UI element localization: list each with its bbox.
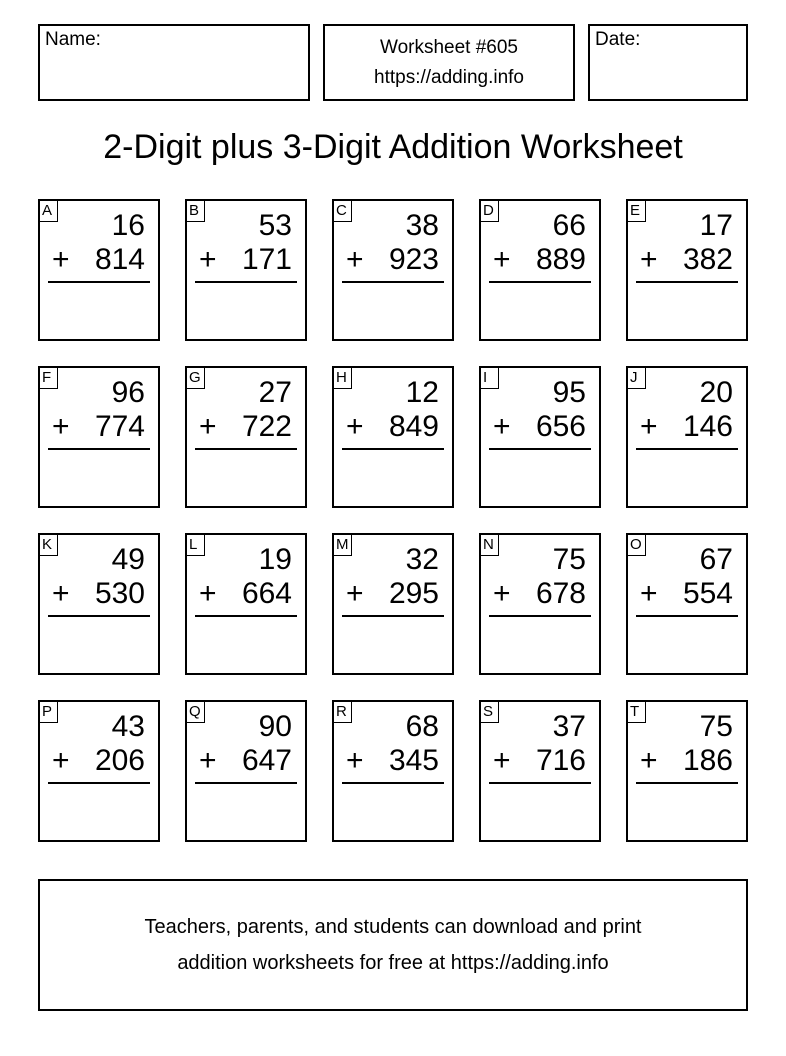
second-addend: 889 xyxy=(535,243,586,276)
plus-sign: + xyxy=(493,577,511,610)
second-addend: 345 xyxy=(388,744,439,777)
plus-sign: + xyxy=(346,744,364,777)
problem-card xyxy=(332,199,454,341)
first-addend: 32 xyxy=(405,543,439,576)
problem-letter: G xyxy=(185,366,205,389)
plus-sign: + xyxy=(52,410,70,443)
answer-line xyxy=(489,782,591,784)
second-addend: 849 xyxy=(388,410,439,443)
name-label: Name: xyxy=(45,29,101,50)
problem-card xyxy=(38,700,160,842)
first-addend: 68 xyxy=(405,710,439,743)
second-addend: 382 xyxy=(682,243,733,276)
problem-letter: A xyxy=(38,199,58,222)
problem-letter: N xyxy=(479,533,499,556)
plus-sign: + xyxy=(346,410,364,443)
first-addend: 38 xyxy=(405,209,439,242)
problem-card xyxy=(626,366,748,508)
page-title: 2-Digit plus 3-Digit Addition Worksheet xyxy=(103,128,683,166)
plus-sign: + xyxy=(640,744,658,777)
plus-sign: + xyxy=(199,577,217,610)
problem-letter: K xyxy=(38,533,58,556)
problem-letter: M xyxy=(332,533,352,556)
problem-letter: L xyxy=(185,533,205,556)
problem-card xyxy=(38,533,160,675)
answer-line xyxy=(636,782,738,784)
first-addend: 20 xyxy=(699,376,733,409)
problem-card xyxy=(332,533,454,675)
footer-line-2: addition worksheets for free at https://adding.info xyxy=(177,952,609,974)
problem-letter: P xyxy=(38,700,58,723)
first-addend: 19 xyxy=(258,543,292,576)
problem-letter: F xyxy=(38,366,58,389)
plus-sign: + xyxy=(199,243,217,276)
answer-line xyxy=(342,782,444,784)
first-addend: 66 xyxy=(552,209,586,242)
second-addend: 530 xyxy=(94,577,145,610)
problem-card xyxy=(479,533,601,675)
problem-letter: H xyxy=(332,366,352,389)
problem-card xyxy=(626,533,748,675)
name-field-box xyxy=(38,24,310,101)
plus-sign: + xyxy=(52,243,70,276)
second-addend: 656 xyxy=(535,410,586,443)
answer-line xyxy=(342,615,444,617)
second-addend: 716 xyxy=(535,744,586,777)
worksheet-info-box xyxy=(323,24,575,101)
problem-letter: E xyxy=(626,199,646,222)
first-addend: 43 xyxy=(111,710,145,743)
first-addend: 12 xyxy=(405,376,439,409)
problem-card xyxy=(185,366,307,508)
problem-card xyxy=(185,533,307,675)
second-addend: 186 xyxy=(682,744,733,777)
problem-card xyxy=(185,199,307,341)
problem-card xyxy=(479,199,601,341)
answer-line xyxy=(342,448,444,450)
problem-letter: J xyxy=(626,366,646,389)
plus-sign: + xyxy=(346,577,364,610)
problem-card xyxy=(626,700,748,842)
problem-card xyxy=(626,199,748,341)
second-addend: 295 xyxy=(388,577,439,610)
answer-line xyxy=(195,448,297,450)
plus-sign: + xyxy=(493,410,511,443)
first-addend: 17 xyxy=(699,209,733,242)
problem-letter: D xyxy=(479,199,499,222)
first-addend: 27 xyxy=(258,376,292,409)
problem-card xyxy=(479,366,601,508)
answer-line xyxy=(195,782,297,784)
answer-line xyxy=(48,448,150,450)
answer-line xyxy=(636,448,738,450)
second-addend: 554 xyxy=(682,577,733,610)
answer-line xyxy=(48,615,150,617)
first-addend: 95 xyxy=(552,376,586,409)
problem-card xyxy=(332,366,454,508)
answer-line xyxy=(636,615,738,617)
second-addend: 774 xyxy=(94,410,145,443)
plus-sign: + xyxy=(640,577,658,610)
problem-card xyxy=(479,700,601,842)
problem-letter: B xyxy=(185,199,205,222)
plus-sign: + xyxy=(52,577,70,610)
answer-line xyxy=(48,782,150,784)
plus-sign: + xyxy=(640,410,658,443)
problem-letter: S xyxy=(479,700,499,723)
second-addend: 722 xyxy=(241,410,292,443)
second-addend: 146 xyxy=(682,410,733,443)
first-addend: 75 xyxy=(699,710,733,743)
answer-line xyxy=(489,281,591,283)
answer-line xyxy=(489,448,591,450)
problem-letter: R xyxy=(332,700,352,723)
plus-sign: + xyxy=(493,744,511,777)
problem-letter: O xyxy=(626,533,646,556)
second-addend: 664 xyxy=(241,577,292,610)
second-addend: 171 xyxy=(241,243,292,276)
answer-line xyxy=(342,281,444,283)
problem-letter: Q xyxy=(185,700,205,723)
plus-sign: + xyxy=(346,243,364,276)
plus-sign: + xyxy=(493,243,511,276)
problem-card xyxy=(185,700,307,842)
first-addend: 16 xyxy=(111,209,145,242)
problem-letter: T xyxy=(626,700,646,723)
problem-card xyxy=(38,366,160,508)
first-addend: 37 xyxy=(552,710,586,743)
plus-sign: + xyxy=(199,744,217,777)
second-addend: 814 xyxy=(94,243,145,276)
first-addend: 96 xyxy=(111,376,145,409)
answer-line xyxy=(195,615,297,617)
problem-card xyxy=(332,700,454,842)
date-field-box xyxy=(588,24,748,101)
problem-card xyxy=(38,199,160,341)
answer-line xyxy=(489,615,591,617)
date-label: Date: xyxy=(595,29,641,50)
second-addend: 923 xyxy=(388,243,439,276)
first-addend: 75 xyxy=(552,543,586,576)
second-addend: 678 xyxy=(535,577,586,610)
problem-letter: I xyxy=(479,366,499,389)
answer-line xyxy=(195,281,297,283)
first-addend: 49 xyxy=(111,543,145,576)
first-addend: 53 xyxy=(258,209,292,242)
second-addend: 206 xyxy=(94,744,145,777)
plus-sign: + xyxy=(640,243,658,276)
footer-box xyxy=(38,879,748,1011)
first-addend: 90 xyxy=(258,710,292,743)
plus-sign: + xyxy=(52,744,70,777)
first-addend: 67 xyxy=(699,543,733,576)
worksheet-number: Worksheet #605 xyxy=(379,36,518,58)
plus-sign: + xyxy=(199,410,217,443)
answer-line xyxy=(636,281,738,283)
problem-letter: C xyxy=(332,199,352,222)
answer-line xyxy=(48,281,150,283)
worksheet-url: https://adding.info xyxy=(374,66,524,88)
second-addend: 647 xyxy=(241,744,292,777)
footer-line-1: Teachers, parents, and students can download and print xyxy=(144,916,642,938)
